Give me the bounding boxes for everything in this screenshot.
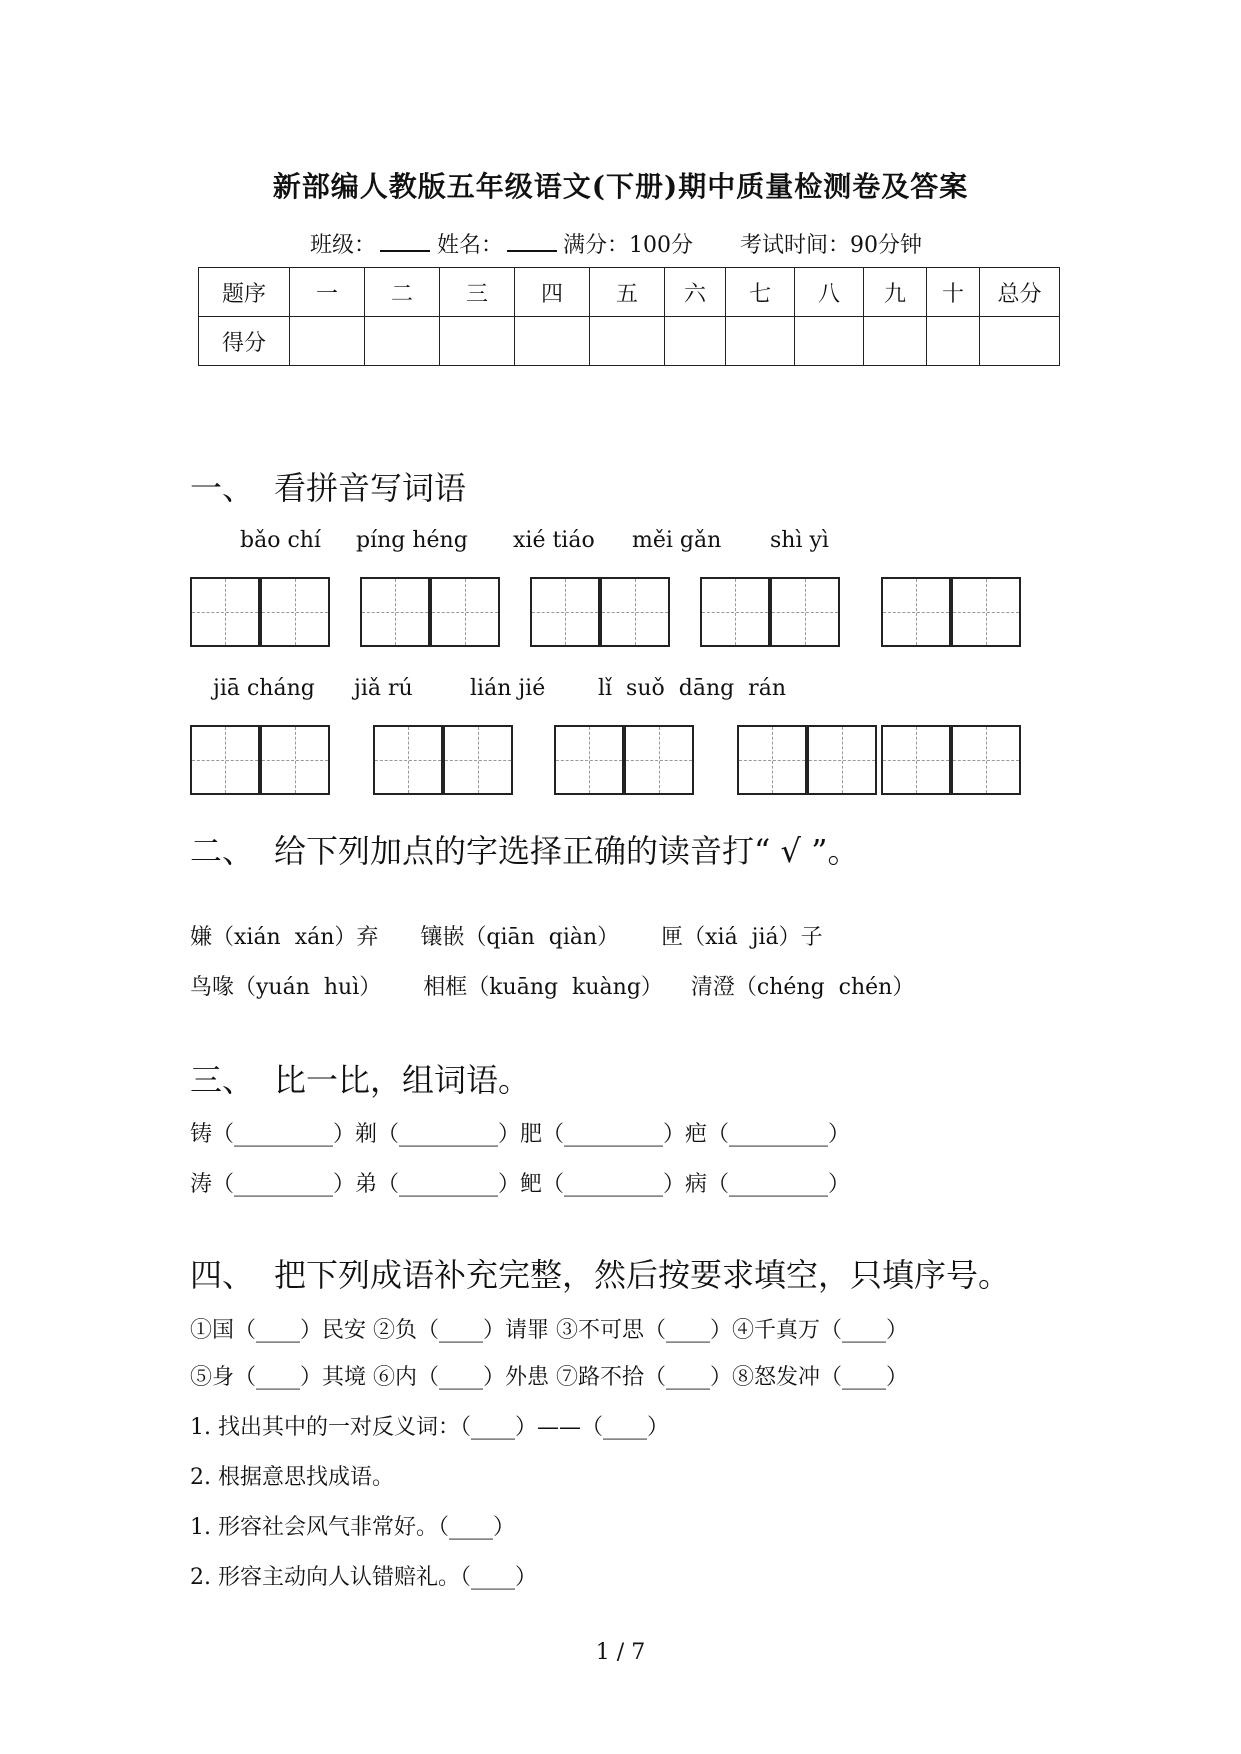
pinyin-label: bǎo chí bbox=[240, 528, 321, 553]
tian-grid-box[interactable] bbox=[770, 577, 840, 647]
tian-grid-box[interactable] bbox=[190, 725, 260, 795]
tian-grid-box[interactable] bbox=[190, 577, 260, 647]
score-table-score-row bbox=[199, 317, 1060, 366]
question-line[interactable]: 2. 形容主动向人认错赔礼。（____） bbox=[190, 1565, 537, 1590]
section-title: 比一比，组词语。 bbox=[274, 1061, 531, 1099]
tian-grid-box[interactable] bbox=[360, 577, 430, 647]
name-field bbox=[437, 228, 561, 259]
score-cell[interactable] bbox=[980, 317, 1060, 366]
tian-grid-box[interactable] bbox=[624, 725, 694, 795]
document-title: 新部编人教版五年级语文(下册)期中质量检测卷及答案 bbox=[272, 170, 969, 203]
score-table-header-row bbox=[199, 268, 1060, 317]
pinyin-label: lián jié bbox=[470, 676, 546, 701]
tian-grid-box[interactable] bbox=[260, 577, 330, 647]
question-line[interactable]: 1. 找出其中的一对反义词：（____）——（____） bbox=[190, 1415, 669, 1440]
section-number: 一、 bbox=[190, 469, 255, 507]
header-cell: 三 bbox=[440, 268, 515, 317]
pinyin-label: jiā cháng bbox=[213, 676, 315, 701]
tian-grid-box[interactable] bbox=[737, 725, 807, 795]
word-compare-line[interactable]: 涛（_________）弟（_________）鲃（_________）病（_________） bbox=[190, 1172, 851, 1197]
tian-grid-box[interactable] bbox=[530, 577, 600, 647]
class-blank[interactable] bbox=[380, 230, 430, 252]
header-cell: 五 bbox=[590, 268, 665, 317]
score-cell[interactable] bbox=[515, 317, 590, 366]
tian-grid-box[interactable] bbox=[881, 577, 951, 647]
header-cell: 七 bbox=[726, 268, 795, 317]
pronunciation-line[interactable]: 鸟喙（yuán huì） 相框（kuāng kuàng） 清澄（chéng chén） bbox=[190, 975, 915, 1000]
pinyin-label: měi gǎn bbox=[632, 528, 722, 553]
pinyin-label: lǐ suǒ dāng rán bbox=[598, 676, 786, 701]
full-score: 满分：100分 bbox=[563, 233, 693, 258]
tian-grid-box[interactable] bbox=[554, 725, 624, 795]
score-cell[interactable] bbox=[927, 317, 980, 366]
header-cell: 十 bbox=[927, 268, 980, 317]
section2-heading bbox=[190, 826, 859, 872]
tian-grid-box[interactable] bbox=[951, 725, 1021, 795]
tian-grid-box[interactable] bbox=[600, 577, 670, 647]
tian-grid-box[interactable] bbox=[373, 725, 443, 795]
tian-grid-box[interactable] bbox=[881, 725, 951, 795]
header-cell: 二 bbox=[365, 268, 440, 317]
question-line: 2. 根据意思找成语。 bbox=[190, 1465, 394, 1490]
header-cell: 题序 bbox=[199, 268, 290, 317]
score-cell[interactable] bbox=[795, 317, 864, 366]
pronunciation-line[interactable]: 嫌（xián xán）弃 镶嵌（qiān qiàn） 匣（xiá jiá）子 bbox=[190, 925, 823, 950]
score-cell[interactable] bbox=[590, 317, 665, 366]
pinyin-label: jiǎ rú bbox=[354, 676, 413, 701]
section-title: 把下列成语补充完整，然后按要求填空，只填序号。 bbox=[274, 1256, 1011, 1294]
section-number: 三、 bbox=[190, 1061, 255, 1099]
score-cell[interactable] bbox=[726, 317, 795, 366]
header-cell: 九 bbox=[864, 268, 927, 317]
section4-heading bbox=[190, 1250, 1010, 1296]
tian-grid-box[interactable] bbox=[430, 577, 500, 647]
pinyin-label: píng héng bbox=[356, 528, 468, 553]
tian-grid-box[interactable] bbox=[700, 577, 770, 647]
score-cell[interactable] bbox=[365, 317, 440, 366]
question-line[interactable]: 1. 形容社会风气非常好。（____） bbox=[190, 1515, 515, 1540]
name-blank[interactable] bbox=[507, 230, 557, 252]
word-compare-line[interactable]: 铸（_________）剃（_________）肥（_________）疤（_________） bbox=[190, 1122, 851, 1147]
header-cell: 六 bbox=[665, 268, 726, 317]
class-field bbox=[310, 228, 434, 259]
section-title: 给下列加点的字选择正确的读音打“ √ ”。 bbox=[274, 832, 860, 870]
tian-grid-box[interactable] bbox=[951, 577, 1021, 647]
section-number: 四、 bbox=[190, 1256, 255, 1294]
tian-grid-box[interactable] bbox=[807, 725, 877, 795]
header-cell: 八 bbox=[795, 268, 864, 317]
idiom-line[interactable]: ①国（____）民安 ②负（____）请罪 ③不可思（____）④千真万（____） bbox=[190, 1318, 908, 1343]
tian-grid-box[interactable] bbox=[443, 725, 513, 795]
section3-heading bbox=[190, 1055, 530, 1101]
page-number: 1 / 7 bbox=[595, 1640, 646, 1665]
header-cell: 四 bbox=[515, 268, 590, 317]
score-cell[interactable] bbox=[440, 317, 515, 366]
pinyin-label: xié tiáo bbox=[513, 528, 595, 553]
section-title: 看拼音写词语 bbox=[274, 469, 467, 507]
idiom-line[interactable]: ⑤身（____）其境 ⑥内（____）外患 ⑦路不拾（____）⑧怒发冲（____） bbox=[190, 1365, 908, 1390]
score-cell[interactable] bbox=[864, 317, 927, 366]
name-label: 姓名： bbox=[437, 233, 504, 258]
header-cell: 总分 bbox=[980, 268, 1060, 317]
pinyin-label: shì yì bbox=[770, 528, 829, 553]
exam-time: 考试时间：90分钟 bbox=[740, 233, 922, 258]
header-cell: 一 bbox=[290, 268, 365, 317]
class-label: 班级： bbox=[310, 233, 377, 258]
score-cell[interactable] bbox=[665, 317, 726, 366]
score-cell[interactable] bbox=[290, 317, 365, 366]
section-number: 二、 bbox=[190, 832, 255, 870]
tian-grid-box[interactable] bbox=[260, 725, 330, 795]
score-table bbox=[198, 267, 1060, 366]
section1-heading bbox=[190, 463, 466, 509]
row-label: 得分 bbox=[199, 317, 290, 366]
